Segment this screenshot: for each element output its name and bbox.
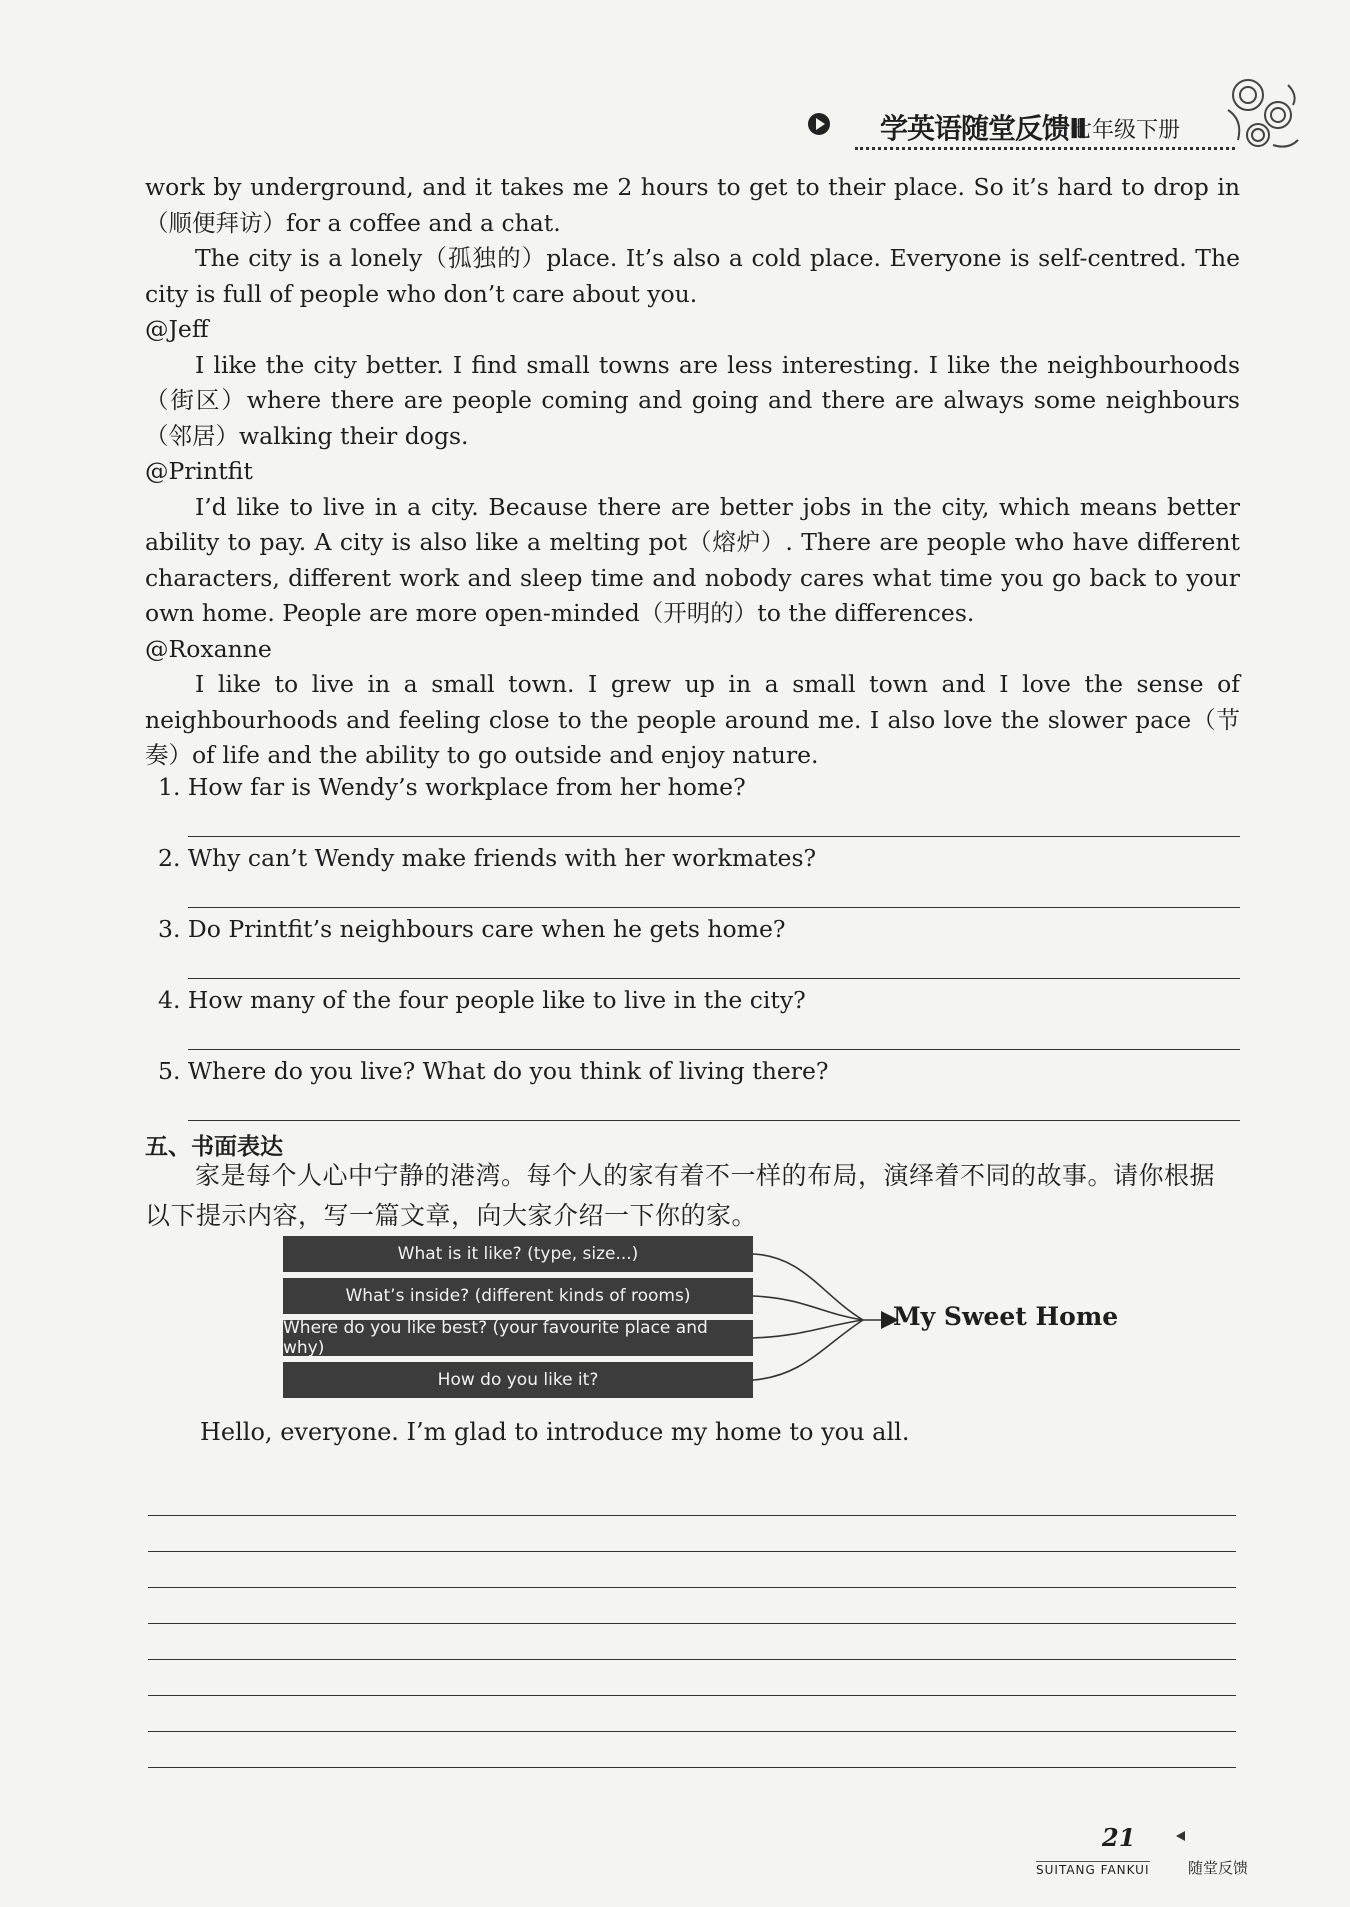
book-title: 学英语随堂反馈Ⅱ xyxy=(880,112,1087,145)
header-dotted-rule xyxy=(855,147,1235,150)
passage-paragraph: work by underground, and it takes me 2 hours to get to their place. So it’s hard to drop in（顺便拜访）for a coffee and a chat. xyxy=(145,173,1240,237)
prompt-box: Where do you like best? (your favourite place and why) xyxy=(283,1320,753,1356)
footer-brand: SUITANG FANKUI xyxy=(1036,1863,1150,1877)
writing-line[interactable] xyxy=(148,1696,1236,1732)
page-footer xyxy=(1030,1815,1260,1875)
question-text: 3. Do Printfit’s neighbours care when he gets home? xyxy=(158,915,786,943)
writing-starter: Hello, everyone. I’m glad to introduce my home to you all. xyxy=(200,1418,910,1446)
question-item xyxy=(158,772,1240,843)
answer-line[interactable] xyxy=(188,836,1240,837)
question-text: 1. How far is Wendy’s workplace from her home? xyxy=(158,773,746,801)
passage-paragraph: I’d like to live in a city. Because there are better jobs in the city, which means better ability to pay. A city is also like a melting pot（熔炉）. There are people who have different characters, different work and sleep time and nobody cares what time you go back to your own home. People are more open-minded（开明的）to the differences. xyxy=(145,492,1240,627)
writing-prompt-diagram xyxy=(283,1236,1143,1408)
question-item xyxy=(158,985,1240,1056)
question-text: 4. How many of the four people like to live in the city? xyxy=(158,986,806,1014)
question-list xyxy=(158,772,1240,1127)
footer-brand-cn: 随堂反馈 xyxy=(1188,1859,1249,1877)
writing-line[interactable] xyxy=(148,1552,1236,1588)
arrow-left-icon xyxy=(1176,1831,1185,1841)
passage-paragraph: The city is a lonely（孤独的）place. It’s also a cold place. Everyone is self-centred. The city is full of people who don’t care about you. xyxy=(145,244,1240,308)
reading-passage xyxy=(145,170,1240,774)
commenter-name: @Roxanne xyxy=(145,634,272,663)
section-heading: 五、书面表达 xyxy=(145,1134,283,1160)
commenter-name: @Printfit xyxy=(145,457,253,485)
question-text: 2. Why can’t Wendy make friends with her workmates? xyxy=(158,844,817,872)
question-item xyxy=(158,843,1240,914)
play-icon xyxy=(808,113,830,135)
writing-area[interactable] xyxy=(148,1480,1236,1768)
writing-line[interactable] xyxy=(148,1624,1236,1660)
prompt-box: What’s inside? (different kinds of rooms) xyxy=(283,1278,753,1314)
writing-line[interactable] xyxy=(148,1516,1236,1552)
question-item xyxy=(158,1056,1240,1127)
question-text: 5. Where do you live? What do you think of living there? xyxy=(158,1057,829,1085)
answer-line[interactable] xyxy=(188,907,1240,908)
page-header xyxy=(800,95,1300,155)
writing-instructions: 家是每个人心中宁静的港湾。每个人的家有着不一样的布局，演绎着不同的故事。请你根据以下提示内容，写一篇文章，向大家介绍一下你的家。 xyxy=(145,1161,1216,1230)
commenter-name: @Jeff xyxy=(145,315,209,343)
prompt-box: What is it like? (type, size...) xyxy=(283,1236,753,1272)
passage-paragraph: I like to live in a small town. I grew up in a small town and I love the sense of neighbourhoods and feeling close to the people around me. I also love the slower pace（节奏）of life and the ability to go outside and enjoy nature. xyxy=(145,670,1240,769)
writing-line[interactable] xyxy=(148,1480,1236,1516)
writing-line[interactable] xyxy=(148,1660,1236,1696)
writing-line[interactable] xyxy=(148,1588,1236,1624)
topic-label: My Sweet Home xyxy=(893,1302,1119,1331)
passage-paragraph: I like the city better. I find small towns are less interesting. I like the neighbourhoods（街区）where there are people coming and going and there are always some neighbours（邻居）walking their dogs. xyxy=(145,350,1240,450)
page-number: 21 xyxy=(1102,1823,1136,1852)
question-item xyxy=(158,914,1240,985)
answer-line[interactable] xyxy=(188,1049,1240,1050)
prompt-box: How do you like it? xyxy=(283,1362,753,1398)
answer-line[interactable] xyxy=(188,978,1240,979)
answer-line[interactable] xyxy=(188,1120,1240,1121)
book-grade: 七年级下册 xyxy=(1070,118,1181,143)
flower-ornament-icon xyxy=(1218,70,1308,160)
writing-line[interactable] xyxy=(148,1732,1236,1768)
